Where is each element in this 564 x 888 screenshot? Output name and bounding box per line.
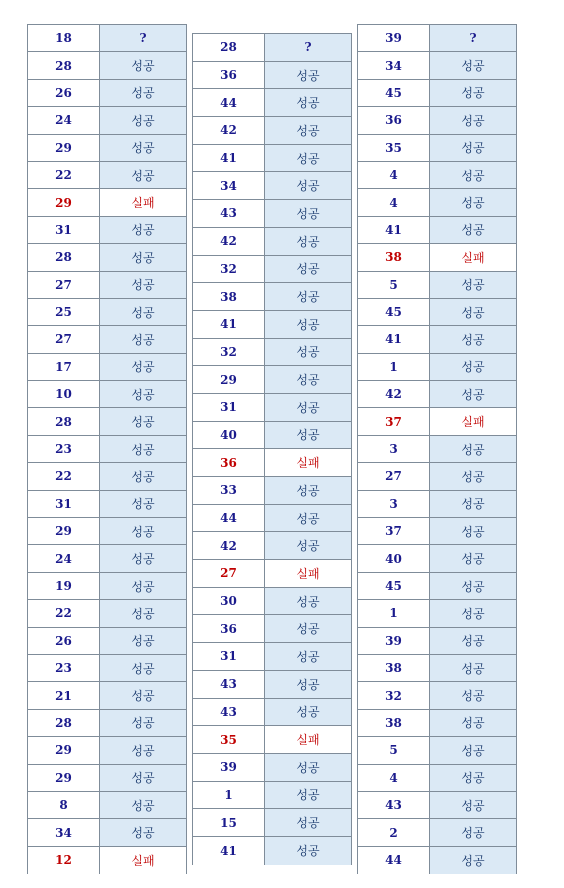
result-cell-fail: 실패: [100, 189, 186, 215]
number-cell: 29: [28, 518, 100, 544]
number-cell: 27: [28, 326, 100, 352]
result-cell-success: 성공: [265, 311, 351, 338]
result-cell-success: 성공: [430, 518, 516, 544]
table-row: [28, 381, 186, 408]
table-row: [28, 518, 186, 545]
table-row: [358, 244, 516, 271]
table-row: [28, 600, 186, 627]
result-cell-success: 성공: [265, 615, 351, 642]
number-cell: 28: [28, 244, 100, 270]
table-row: [358, 710, 516, 737]
number-cell: 15: [193, 809, 265, 836]
result-cell-success: 성공: [430, 847, 516, 874]
table-row: [28, 354, 186, 381]
result-cell-success: 성공: [430, 436, 516, 462]
table-row: [28, 463, 186, 490]
table-row: [193, 477, 351, 505]
table-row: [358, 545, 516, 572]
number-cell: 29: [28, 765, 100, 791]
result-cell-success: 성공: [430, 189, 516, 215]
result-cell-success: 성공: [265, 477, 351, 504]
result-cell-success: 성공: [100, 272, 186, 298]
result-cell-success: 성공: [265, 588, 351, 615]
result-cell-success: 성공: [100, 628, 186, 654]
result-cell-success: 성공: [100, 107, 186, 133]
result-cell-success: 성공: [430, 217, 516, 243]
table-row: [193, 588, 351, 616]
number-cell: 23: [28, 436, 100, 462]
number-cell: 44: [358, 847, 430, 874]
table-row: [28, 299, 186, 326]
number-cell: 1: [358, 600, 430, 626]
number-cell: 31: [193, 643, 265, 670]
result-cell-success: 성공: [100, 737, 186, 763]
table-row: [193, 228, 351, 256]
result-cell-success: 성공: [430, 573, 516, 599]
table-row: [28, 628, 186, 655]
number-cell: 42: [193, 532, 265, 559]
number-cell: 31: [28, 491, 100, 517]
result-cell-success: 성공: [430, 792, 516, 818]
table-row: [358, 162, 516, 189]
table-row: [358, 682, 516, 709]
table-row: [28, 765, 186, 792]
result-cell-success: 성공: [430, 491, 516, 517]
number-cell: 22: [28, 600, 100, 626]
result-cell-success: 성공: [100, 600, 186, 626]
table-row: [28, 135, 186, 162]
table-row: [28, 217, 186, 244]
result-cell-success: 성공: [100, 326, 186, 352]
table-row: [358, 600, 516, 627]
number-cell: 45: [358, 573, 430, 599]
result-cell-success: 성공: [430, 52, 516, 78]
result-cell-success: 성공: [430, 272, 516, 298]
result-cell-success: 성공: [265, 228, 351, 255]
number-cell: 36: [193, 449, 265, 476]
result-cell-success: 성공: [265, 366, 351, 393]
number-cell: 39: [193, 754, 265, 781]
result-cell-success: 성공: [100, 819, 186, 845]
table-row: [193, 505, 351, 533]
table-row: [358, 491, 516, 518]
number-cell: 23: [28, 655, 100, 681]
result-cell-success: 성공: [265, 809, 351, 836]
table-row: [28, 792, 186, 819]
result-cell-success: 성공: [100, 792, 186, 818]
number-cell: 29: [193, 366, 265, 393]
header-number-cell: 39: [358, 25, 430, 51]
number-cell: 5: [358, 272, 430, 298]
number-cell: 22: [28, 463, 100, 489]
table-row: [193, 422, 351, 450]
number-cell: 29: [28, 189, 100, 215]
number-cell: 34: [358, 52, 430, 78]
table-row: [358, 436, 516, 463]
result-cell-success: 성공: [265, 782, 351, 809]
table-row: [358, 655, 516, 682]
number-cell: 34: [28, 819, 100, 845]
number-cell: 32: [358, 682, 430, 708]
table-row: [28, 80, 186, 107]
result-cell-success: 성공: [430, 628, 516, 654]
result-cell-success: 성공: [265, 89, 351, 116]
table-row: [28, 737, 186, 764]
number-cell: 41: [193, 311, 265, 338]
result-cell-success: 성공: [100, 299, 186, 325]
result-cell-success: 성공: [100, 244, 186, 270]
table-row: [358, 80, 516, 107]
number-cell: 3: [358, 436, 430, 462]
number-cell: 25: [28, 299, 100, 325]
table-row: [193, 754, 351, 782]
number-cell: 22: [28, 162, 100, 188]
result-cell-fail: 실패: [265, 449, 351, 476]
table-row: [193, 643, 351, 671]
table-row: [358, 299, 516, 326]
table-row: [28, 189, 186, 216]
number-cell: 37: [358, 518, 430, 544]
number-cell: 35: [358, 135, 430, 161]
number-cell: 32: [193, 339, 265, 366]
table-row: [358, 792, 516, 819]
result-cell-success: 성공: [100, 573, 186, 599]
result-cell-fail: 실패: [265, 726, 351, 753]
number-cell: 29: [28, 135, 100, 161]
result-cell-success: 성공: [430, 600, 516, 626]
number-cell: 10: [28, 381, 100, 407]
table-header-row: [193, 34, 351, 62]
result-cell-fail: 실패: [265, 560, 351, 587]
table-row: [28, 682, 186, 709]
table-row: [193, 837, 351, 865]
table-row: [358, 272, 516, 299]
result-cell-success: 성공: [100, 545, 186, 571]
number-cell: 36: [193, 615, 265, 642]
result-cell-success: 성공: [430, 682, 516, 708]
table-row: [28, 847, 186, 874]
result-cell-success: 성공: [265, 699, 351, 726]
result-cell-success: 성공: [265, 394, 351, 421]
table-row: [193, 394, 351, 422]
number-cell: 2: [358, 819, 430, 845]
table-row: [193, 62, 351, 90]
number-cell: 19: [28, 573, 100, 599]
number-cell: 34: [193, 172, 265, 199]
results-table-3: [357, 24, 517, 874]
number-cell: 39: [358, 628, 430, 654]
number-cell: 27: [193, 560, 265, 587]
result-cell-success: 성공: [100, 518, 186, 544]
number-cell: 37: [358, 408, 430, 434]
number-cell: 38: [358, 655, 430, 681]
number-cell: 43: [193, 699, 265, 726]
number-cell: 28: [28, 408, 100, 434]
result-cell-fail: 실패: [100, 847, 186, 874]
header-result-cell: ?: [430, 25, 516, 51]
result-cell-success: 성공: [100, 491, 186, 517]
table-row: [358, 354, 516, 381]
result-cell-success: 성공: [100, 436, 186, 462]
number-cell: 24: [28, 107, 100, 133]
result-cell-success: 성공: [430, 107, 516, 133]
table-row: [28, 491, 186, 518]
result-cell-success: 성공: [265, 754, 351, 781]
table-row: [28, 52, 186, 79]
table-row: [358, 107, 516, 134]
result-cell-fail: 실패: [430, 244, 516, 270]
table-row: [28, 573, 186, 600]
table-row: [193, 671, 351, 699]
header-result-cell: ?: [265, 34, 351, 61]
table-row: [193, 200, 351, 228]
result-cell-success: 성공: [100, 52, 186, 78]
result-cell-success: 성공: [265, 283, 351, 310]
results-table-1: [27, 24, 187, 874]
table-row: [193, 532, 351, 560]
number-cell: 45: [358, 299, 430, 325]
result-cell-success: 성공: [430, 299, 516, 325]
result-cell-success: 성공: [430, 326, 516, 352]
result-cell-success: 성공: [265, 200, 351, 227]
result-cell-success: 성공: [265, 117, 351, 144]
table-row: [28, 710, 186, 737]
result-cell-success: 성공: [265, 643, 351, 670]
table-row: [358, 463, 516, 490]
number-cell: 17: [28, 354, 100, 380]
number-cell: 31: [28, 217, 100, 243]
number-cell: 1: [193, 782, 265, 809]
result-cell-success: 성공: [100, 354, 186, 380]
header-result-cell: ?: [100, 25, 186, 51]
number-cell: 44: [193, 89, 265, 116]
table-row: [193, 339, 351, 367]
table-row: [193, 366, 351, 394]
table-row: [193, 172, 351, 200]
number-cell: 27: [28, 272, 100, 298]
result-cell-success: 성공: [430, 655, 516, 681]
result-cell-success: 성공: [100, 682, 186, 708]
result-cell-success: 성공: [100, 408, 186, 434]
table-row: [28, 408, 186, 435]
header-number-cell: 28: [193, 34, 265, 61]
result-cell-success: 성공: [265, 671, 351, 698]
table-row: [358, 847, 516, 874]
number-cell: 4: [358, 189, 430, 215]
number-cell: 26: [28, 80, 100, 106]
number-cell: 28: [28, 52, 100, 78]
result-cell-fail: 실패: [430, 408, 516, 434]
number-cell: 42: [193, 117, 265, 144]
result-cell-success: 성공: [265, 62, 351, 89]
header-number-cell: 18: [28, 25, 100, 51]
table-row: [193, 117, 351, 145]
number-cell: 43: [193, 200, 265, 227]
table-row: [193, 145, 351, 173]
table-row: [358, 737, 516, 764]
table-row: [28, 107, 186, 134]
table-row: [193, 615, 351, 643]
result-cell-success: 성공: [430, 737, 516, 763]
number-cell: 29: [28, 737, 100, 763]
table-row: [358, 381, 516, 408]
number-cell: 35: [193, 726, 265, 753]
result-cell-success: 성공: [265, 837, 351, 865]
result-cell-success: 성공: [265, 256, 351, 283]
table-row: [358, 189, 516, 216]
number-cell: 42: [193, 228, 265, 255]
number-cell: 4: [358, 765, 430, 791]
number-cell: 3: [358, 491, 430, 517]
result-cell-success: 성공: [430, 162, 516, 188]
number-cell: 21: [28, 682, 100, 708]
table-row: [193, 449, 351, 477]
result-cell-success: 성공: [265, 422, 351, 449]
table-row: [28, 545, 186, 572]
result-cell-success: 성공: [100, 217, 186, 243]
table-row: [28, 162, 186, 189]
result-cell-success: 성공: [430, 463, 516, 489]
number-cell: 31: [193, 394, 265, 421]
number-cell: 24: [28, 545, 100, 571]
result-cell-success: 성공: [265, 339, 351, 366]
number-cell: 43: [358, 792, 430, 818]
result-cell-success: 성공: [100, 381, 186, 407]
number-cell: 26: [28, 628, 100, 654]
number-cell: 41: [358, 326, 430, 352]
result-cell-success: 성공: [100, 655, 186, 681]
result-cell-success: 성공: [430, 710, 516, 736]
number-cell: 1: [358, 354, 430, 380]
result-cell-success: 성공: [100, 135, 186, 161]
number-cell: 41: [193, 145, 265, 172]
number-cell: 32: [193, 256, 265, 283]
table-row: [358, 135, 516, 162]
number-cell: 33: [193, 477, 265, 504]
table-row: [358, 217, 516, 244]
result-cell-success: 성공: [430, 545, 516, 571]
result-cell-success: 성공: [430, 819, 516, 845]
number-cell: 40: [358, 545, 430, 571]
result-cell-success: 성공: [430, 80, 516, 106]
number-cell: 45: [358, 80, 430, 106]
number-cell: 40: [193, 422, 265, 449]
table-row: [28, 244, 186, 271]
number-cell: 38: [358, 244, 430, 270]
table-row: [358, 326, 516, 353]
table-row: [193, 782, 351, 810]
number-cell: 30: [193, 588, 265, 615]
number-cell: 38: [193, 283, 265, 310]
table-row: [358, 819, 516, 846]
result-cell-success: 성공: [265, 532, 351, 559]
number-cell: 41: [193, 837, 265, 865]
result-cell-success: 성공: [100, 710, 186, 736]
number-cell: 44: [193, 505, 265, 532]
number-cell: 42: [358, 381, 430, 407]
table-row: [28, 326, 186, 353]
result-cell-success: 성공: [100, 162, 186, 188]
result-cell-success: 성공: [430, 354, 516, 380]
number-cell: 28: [28, 710, 100, 736]
number-cell: 43: [193, 671, 265, 698]
number-cell: 27: [358, 463, 430, 489]
table-row: [358, 518, 516, 545]
number-cell: 38: [358, 710, 430, 736]
table-row: [193, 726, 351, 754]
result-cell-success: 성공: [265, 172, 351, 199]
table-row: [358, 573, 516, 600]
results-table-2: [192, 33, 352, 865]
table-row: [358, 628, 516, 655]
number-cell: 36: [358, 107, 430, 133]
result-cell-success: 성공: [100, 80, 186, 106]
table-row: [358, 765, 516, 792]
result-cell-success: 성공: [430, 765, 516, 791]
result-cell-success: 성공: [100, 463, 186, 489]
result-cell-success: 성공: [430, 135, 516, 161]
table-row: [28, 436, 186, 463]
table-row: [28, 272, 186, 299]
table-row: [193, 89, 351, 117]
table-row: [193, 809, 351, 837]
number-cell: 12: [28, 847, 100, 874]
number-cell: 4: [358, 162, 430, 188]
result-cell-success: 성공: [100, 765, 186, 791]
table-row: [28, 655, 186, 682]
table-row: [193, 699, 351, 727]
table-row: [358, 52, 516, 79]
result-cell-success: 성공: [265, 505, 351, 532]
table-row: [193, 283, 351, 311]
result-cell-success: 성공: [430, 381, 516, 407]
table-header-row: [28, 25, 186, 52]
table-row: [193, 256, 351, 284]
number-cell: 36: [193, 62, 265, 89]
number-cell: 41: [358, 217, 430, 243]
table-row: [193, 311, 351, 339]
table-row: [193, 560, 351, 588]
result-cell-success: 성공: [265, 145, 351, 172]
table-header-row: [358, 25, 516, 52]
number-cell: 8: [28, 792, 100, 818]
table-row: [358, 408, 516, 435]
number-cell: 5: [358, 737, 430, 763]
table-row: [28, 819, 186, 846]
